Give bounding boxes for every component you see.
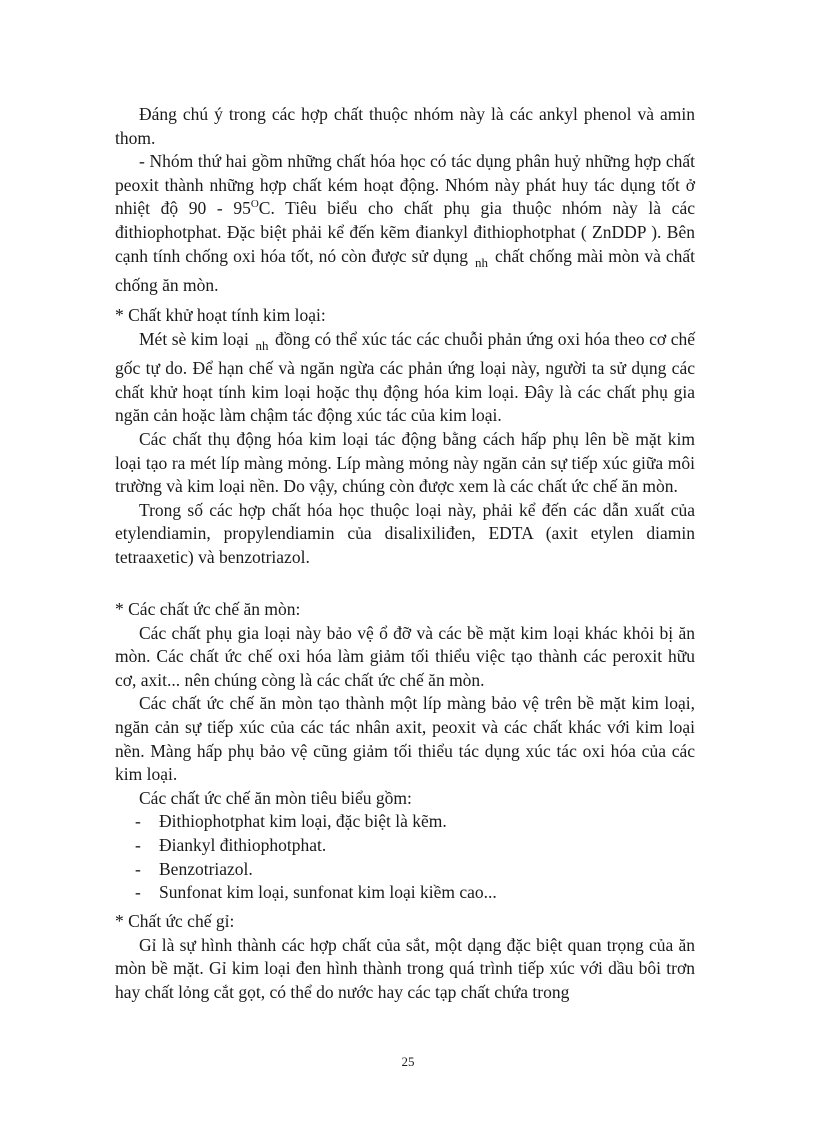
section-heading: * Chất ức chế gỉ: bbox=[115, 911, 235, 931]
text-run: Mét sè kim loại bbox=[139, 328, 249, 349]
section-antioxidant bbox=[115, 103, 695, 298]
list-item-text: Benzotriazol. bbox=[159, 858, 253, 879]
paragraph: Gỉ là sự hình thành các hợp chất của sắt, một dạng đặc biệt quan trọng của ăn mòn bề mặt. Gỉ kim loại đen hình thành trong quá trình tiếp xúc với dầu bôi trơn hay chất lỏng cắt gọt, có thể do nước hay các tạp chất chứa trong bbox=[115, 934, 695, 1002]
text-run: C. Tiêu biểu cho chất phụ gia thuộc nhóm này là các đithiophotphat. Đặc biệt phải kể đến kẽm điankyl đithiophotphat ( ZnDDP ). Bên cạnh tính chống oxi hóa tốt, nó còn được sử dụng bbox=[115, 198, 695, 266]
inhibitor-list bbox=[115, 810, 695, 904]
paragraph: Các chất phụ gia loại này bảo vệ ổ đỡ và các bề mặt kim loại khác khỏi bị ăn mòn. Các chất ức chế oxi hóa làm giảm tối thiểu việc tạo thành các peroxit hữu cơ, axit... nên chúng còng là các chất ức chế ăn mòn. bbox=[115, 622, 695, 690]
paragraph: Các chất thụ động hóa kim loại tác động bằng cách hấp phụ lên bề mặt kim loại tạo ra mét líp màng mỏng. Líp màng mỏng này ngăn cản sự tiếp xúc giữa môi trường và kim loại nền. Do vậy, chúng còn được xem là các chất ức chế ăn mòn. bbox=[115, 428, 695, 497]
section-corrosion-inhibitor bbox=[115, 598, 695, 905]
list-dash: - bbox=[135, 882, 141, 903]
paragraph: Các chất ức chế ăn mòn tiêu biểu gồm: bbox=[139, 787, 412, 808]
text-run: - Nhóm thứ hai gồm những chất hóa học có tác dụng phân huỷ những hợp chất peoxit thành những hợp chất kém hoạt động. Nhóm này phát huy tác dụng tốt ở nhiệt độ 90 - 95 bbox=[115, 151, 695, 219]
list-item bbox=[115, 881, 695, 905]
list-dash: - bbox=[135, 811, 141, 832]
subscript-nh: nh bbox=[474, 254, 488, 270]
paragraph bbox=[115, 150, 695, 298]
paragraph bbox=[115, 328, 695, 428]
list-item-text: Đithiophotphat kim loại, đặc biệt là kẽm. bbox=[159, 811, 447, 832]
list-item bbox=[115, 810, 695, 834]
section-heading: * Các chất ức chế ăn mòn: bbox=[115, 599, 301, 619]
list-item bbox=[115, 834, 695, 858]
paragraph: Đáng chú ý trong các hợp chất thuộc nhóm này là các ankyl phenol và amin thom. bbox=[115, 104, 695, 148]
list-item-text: Sunfonat kim loại, sunfonat kim loại kiềm cao... bbox=[159, 882, 497, 903]
paragraph: Trong số các hợp chất hóa học thuộc loại này, phải kể đến các dẫn xuất của etylendiamin, propylendiamin của disalixiliđen, EDTA (axit etylen diamin tetraaxetic) và benzotriazol. bbox=[115, 499, 695, 567]
list-item-text: Điankyl đithiophotphat. bbox=[159, 834, 327, 855]
degree-sup: O bbox=[250, 198, 259, 211]
list-dash: - bbox=[135, 834, 141, 855]
page-number: 25 bbox=[401, 1054, 415, 1069]
section-rust-inhibitor bbox=[115, 910, 695, 1004]
subscript-nh: nh bbox=[255, 337, 269, 353]
section-metal-deactivator bbox=[115, 304, 695, 570]
section-heading: * Chất khử hoạt tính kim loại: bbox=[115, 305, 326, 325]
text-run: đồng có thể xúc tác các chuỗi phản ứng oxi hóa theo cơ chế gốc tự do. Để hạn chế và ngăn ngừa các phản ứng loại này, người ta sử dụng các chất khử hoạt tính kim loại hoặc thụ động hóa kim loại. Đây là các chất phụ gia ngăn cản hoặc làm chậm tác động xúc tác của kim loại. bbox=[115, 328, 696, 426]
list-item bbox=[115, 858, 695, 882]
paragraph: Các chất ức chế ăn mòn tạo thành một líp màng bảo vệ trên bề mặt kim loại, ngăn cản sự tiếp xúc của các tác nhân axit, peoxit và các chất khác với kim loại nền. Màng hấp phụ bảo vệ cũng giảm tối thiểu tác dụng xúc tác oxi hóa của các kim loại. bbox=[115, 693, 695, 785]
list-dash: - bbox=[135, 858, 141, 879]
text-run: chất chống mài mòn và chất chống ăn mòn. bbox=[115, 245, 696, 296]
